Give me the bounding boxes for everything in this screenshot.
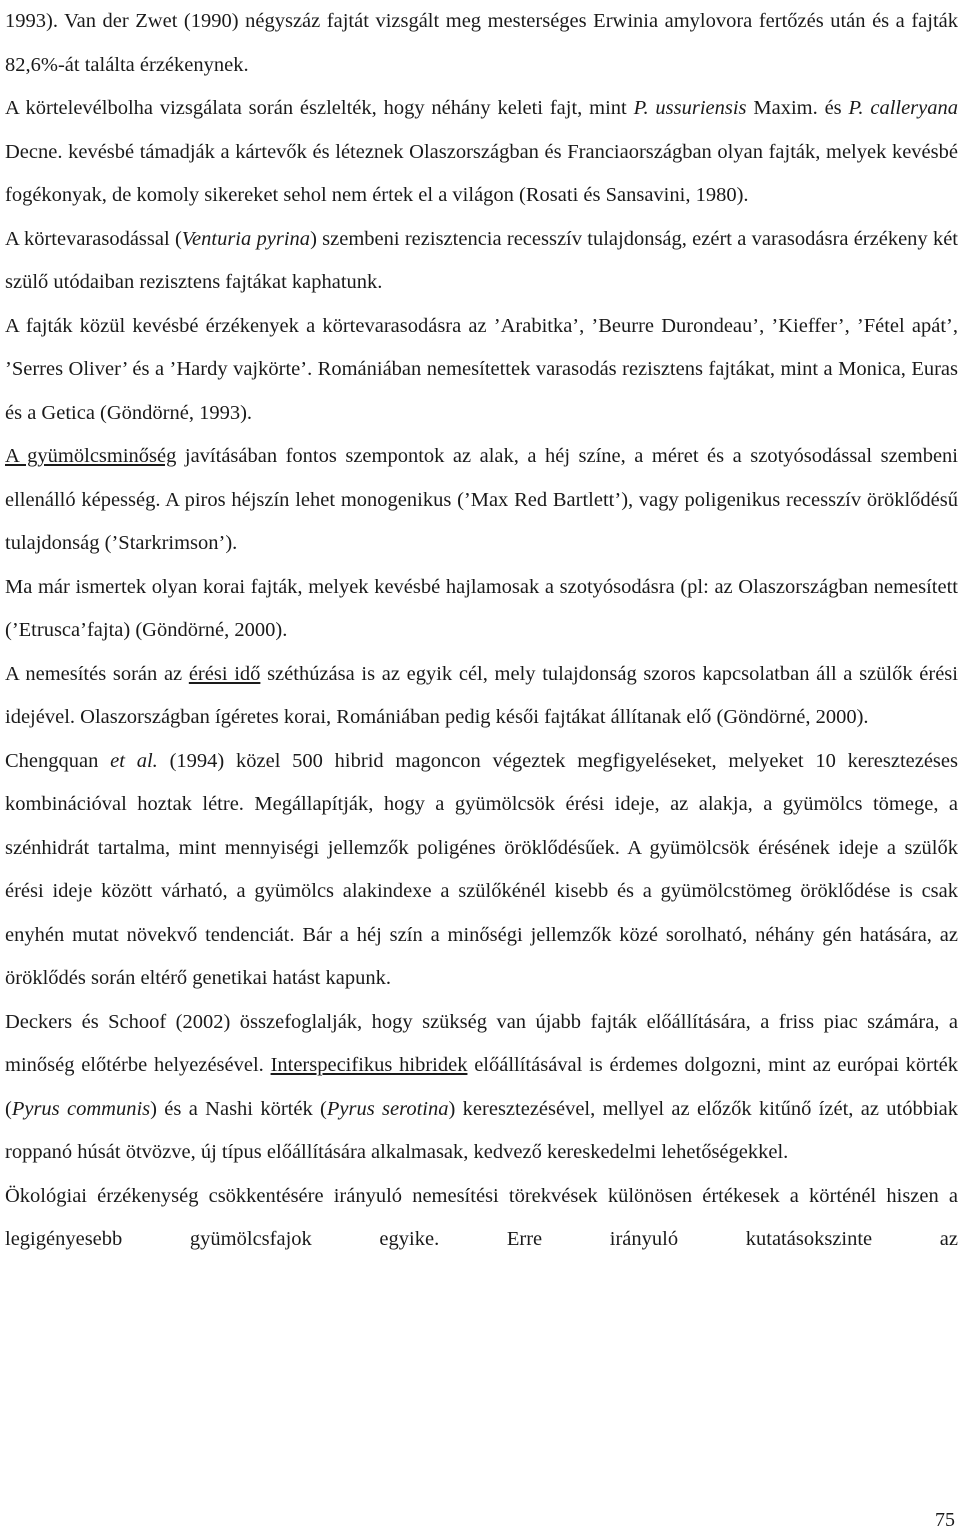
text-run: (1994) közel 500 hibrid magoncon végeztek megfigyeléseket, melyeket 10 keresztezéses kombinációval hoztak létre. Megállapítják, hogy a gyümölcsök érési ideje, az alakja, a gyümölcs tömege, a szénhidrát tartalma, mint mennyiségi jellemzők poligénes öröklődésűek. A gyümölcsök érésének ideje a szülők érési ideje között várható, a gyümölcs alakindexe a szülőkénél kisebb és a gyümölcstömeg öröklődése is csak enyhén mutat növekvő tendenciát. Bár a héj szín a minőségi jellemzők közé sorolható, néhány gén hatására, az öröklődés során eltérő genetikai hatást kapunk. <box>5 749 958 989</box>
underlined-text: érési idő <box>188 662 261 685</box>
text-run: széthúzása is az egyik cél, mely tulajdonság szoros kapcsolatban áll a szülők érési idejével. Olaszországban ígéretes korai, Romániában pedig késői fajtákat állítanak elő (Göndörné, 2000). <box>5 662 958 728</box>
text-run: javításában fontos szempontok az alak, a héj színe, a méret és a szotyósodással szembeni ellenálló képesség. A piros héjszín lehet monogenikus (’Max Red Bartlett’), vagy poligenikus recesszív öröklődésű tulajdonság (’Starkrimson’). <box>5 445 959 554</box>
text-run: A körtevarasodással ( <box>5 227 182 250</box>
paragraph <box>5 740 958 1001</box>
paragraph <box>5 0 958 87</box>
text-run: Chengquan <box>5 749 111 772</box>
text-run: Deckers és Schoof (2002) összefoglalják, hogy szükség van újabb fajták előállítására, a friss piac számára, a minőség előtérbe helyezésével. <box>5 1010 958 1076</box>
underlined-text: Interspecifikus hibridek <box>270 1054 468 1076</box>
paragraph <box>5 653 958 740</box>
text-run: A nemesítés során az <box>5 662 189 685</box>
paragraph <box>5 1175 958 1262</box>
paragraph <box>5 87 958 218</box>
page-number: 75 <box>935 1509 955 1531</box>
paragraph <box>5 566 958 653</box>
text-run: A fajták közül kevésbé érzékenyek a körtevarasodásra az ’Arabitka’, ’Beurre Durondeau’, ’Kieffer’, ’Fétel apát’, ’Serres Oliver’ és a ’Hardy vajkörte’. Romániában nemesítettek varasodás rezisztens fajtákat, mint a Monica, Euras és a Getica (Göndörné, 1993). <box>5 314 958 424</box>
italic-text: Pyrus communis <box>11 1097 151 1120</box>
text-run: ) és a Nashi körték ( <box>150 1097 327 1120</box>
italic-text: Venturia pyrina <box>181 227 311 250</box>
text-run: 1993). Van der Zwet (1990) négyszáz fajtát vizsgált meg mesterséges Erwinia amylovora fertőzés után és a fajták 82,6%-át találta érzékenynek. <box>5 10 958 76</box>
paragraph <box>5 218 958 305</box>
text-run: ) szembeni rezisztencia recesszív tulajdonság, ezért a varasodásra érzékeny két szülő utódaiban rezisztens fajtákat kaphatunk. <box>5 227 958 293</box>
text-run: Ma már ismertek olyan korai fajták, melyek kevésbé hajlamosak a szotyósodásra (pl: az Olaszországban nemesített (’Etrusca’fajta) (Göndörné, 2000). <box>5 575 958 641</box>
underlined-text: A gyümölcsminőség <box>5 445 177 467</box>
italic-text: et al. <box>110 749 158 772</box>
italic-text: Pyrus serotina <box>326 1097 449 1120</box>
text-run: ) keresztezésével, mellyel az előzők kitűnő ízét, az utóbbiak roppanó húsát ötvözve, új típus előállítására alkalmasak, kedvező kereskedelmi lehetőségekkel. <box>5 1097 959 1163</box>
text-run: Ökológiai érzékenység csökkentésére irányuló nemesítési törekvések különösen értékesek a körténél hiszen a legigényesebb gyümölcsfajok egyike. Erre irányuló kutatásokszinte az <box>5 1184 958 1250</box>
text-run: Decne. kevésbé támadják a kártevők és léteznek Olaszországban és Franciaországban olyan fajták, melyek kevésbé fogékonyak, de komoly sikereket sehol nem értek el a világon (Rosati és Sansavini, 1980). <box>5 140 958 206</box>
paragraph <box>5 1001 958 1175</box>
document-page <box>5 0 958 1262</box>
paragraph <box>5 305 958 436</box>
paragraph <box>5 435 958 566</box>
text-run: Maxim. és <box>746 97 849 119</box>
text-run: A körtelevélbolha vizsgálata során észlelték, hogy néhány keleti fajt, mint <box>5 97 634 119</box>
italic-text: P. ussuriensis <box>633 97 747 119</box>
italic-text: P. calleryana <box>848 97 959 119</box>
text-run: előállításával is érdemes dolgozni, mint az európai körték ( <box>5 1054 959 1120</box>
